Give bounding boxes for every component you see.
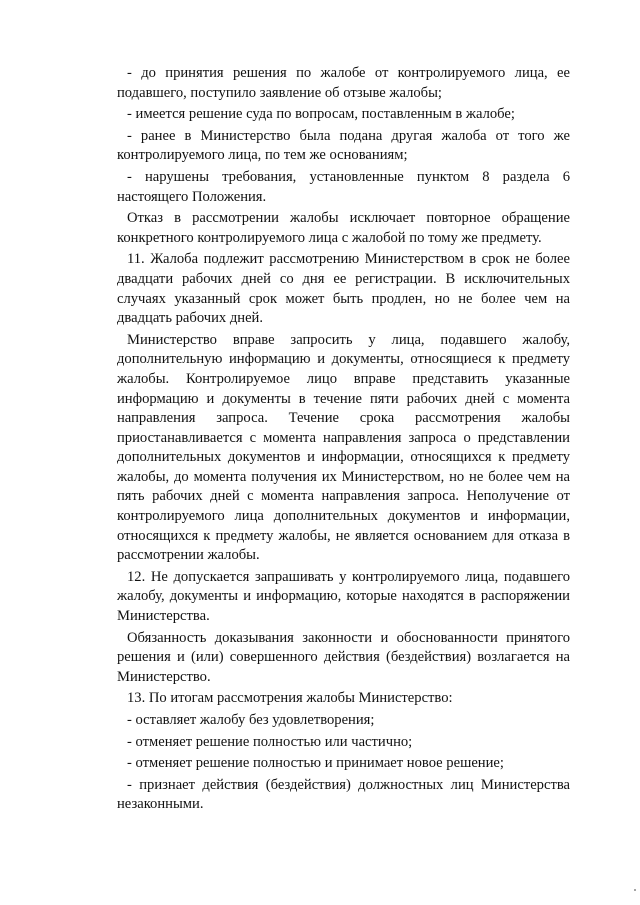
- paragraph-item-cancel-new-decision: - отменяет решение полностью и принимает новое решение;: [127, 755, 504, 772]
- paragraph-item-previous-complaint: - ранее в Министерство была подана другая жалоба от того же контролируемого лица, по тем же основаниям;: [117, 127, 570, 164]
- document-body: [117, 64, 570, 817]
- paragraph-item-leave-unsatisfied: - оставляет жалобу без удовлетворения;: [127, 712, 375, 728]
- paragraph-11: 11. Жалоба подлежит рассмотрению Министерством в срок не более двадцати рабочих дней со дня ее регистрации. В исключительных случаях указанный срок может быть продлен, но не более чем на двадцать рабочих дней.: [117, 251, 570, 327]
- paragraph-refusal: Отказ в рассмотрении жалобы исключает повторное обращение конкретного контролируемого лица с жалобой по тому же предмету.: [117, 210, 570, 246]
- paragraph-item-requirements-violated: - нарушены требования, установленные пунктом 8 раздела 6 настоящего Положения.: [117, 168, 570, 205]
- paragraph-13: 13. По итогам рассмотрения жалобы Министерство:: [127, 690, 453, 707]
- paragraph-item-cancel-partially: - отменяет решение полностью или частично;: [127, 733, 413, 750]
- paragraph-item-withdrawal: - до принятия решения по жалобе от контролируемого лица, ее подавшего, поступило заявление об отзыве жалобы;: [117, 65, 570, 101]
- scan-mark: [634, 889, 636, 891]
- paragraph-request-info: Министерство вправе запросить у лица, подавшего жалобу, дополнительную информацию и документы, относящиеся к предмету жалобы. Контролируемое лицо вправе представить указанные информацию и документы в течение пяти рабочих дней с момента направления запроса. Течение срока рассмотрения жалобы приостанавливается с момента направления запроса о представлении дополнительных документов и информации, относящихся к предмету жалобы, до момента получения их Министерством, но не более чем на пять рабочих дней с момента направления запроса. Неполучение от контролируемого лица дополнительных документов и информации, относящихся к предмету жалобы, не является основанием для отказа в рассмотрении жалобы.: [117, 331, 570, 564]
- paragraph-12: 12. Не допускается запрашивать у контролируемого лица, подавшего жалобу, документы и информацию, которые находятся в распоряжении Министерства.: [117, 568, 570, 625]
- paragraph-item-actions-unlawful: - признает действия (бездействия) должностных лиц Министерства незаконными.: [117, 776, 570, 813]
- paragraph-burden-of-proof: Обязанность доказывания законности и обоснованности принятого решения и (или) совершенного действия (бездействия) возлагается на Министерство.: [117, 629, 570, 685]
- paragraph-item-court-decision: - имеется решение суда по вопросам, поставленным в жалобе;: [127, 106, 515, 123]
